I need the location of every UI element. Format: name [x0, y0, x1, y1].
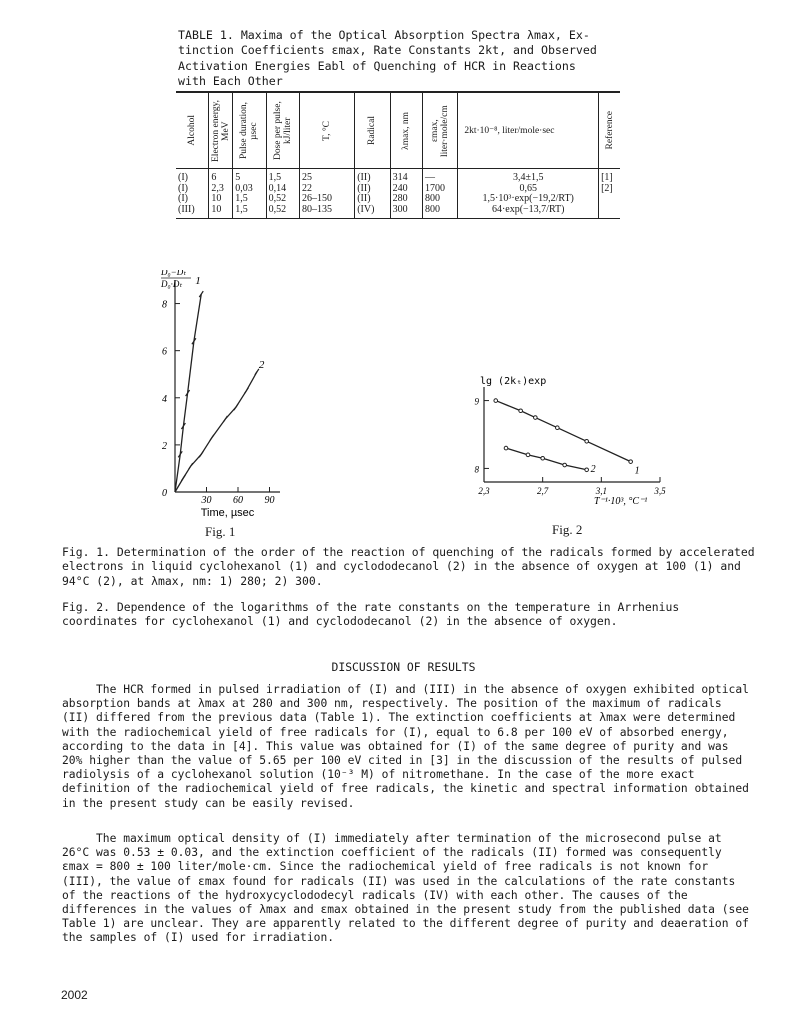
col-header	[422, 92, 457, 169]
table-header-row	[176, 92, 620, 169]
col-header	[599, 92, 620, 169]
col-header-text: 2kt·10⁻⁸, liter/mole·sec	[464, 125, 555, 136]
table-cell: 800	[422, 194, 457, 205]
data-point	[189, 463, 193, 469]
y-axis-label: lg (2kₜ)exp	[480, 376, 547, 387]
table-cell: (I)	[178, 193, 188, 204]
table-cell: 0,65	[458, 184, 599, 195]
col-header-text: Alcohol	[187, 115, 198, 146]
y-tick-label: 4	[162, 393, 167, 405]
table-caption	[178, 28, 628, 90]
data-point	[556, 426, 560, 430]
table-cell: 25	[299, 169, 354, 184]
x-tick-label: 3,1	[595, 486, 607, 496]
col-header-text: T, °C	[322, 120, 333, 141]
table-cell: 800	[422, 205, 457, 219]
y-tick-label: 2	[162, 440, 167, 452]
table-cell	[599, 205, 620, 219]
table-cell: 0,03	[233, 184, 266, 195]
table-cell: 26–150	[299, 194, 354, 205]
table-cell: 240	[390, 184, 422, 195]
x-tick-label: 2,7	[537, 486, 549, 496]
table-caption-line: with Each Other	[178, 74, 283, 89]
data-point	[494, 399, 498, 403]
data-point	[199, 451, 203, 457]
col-header	[233, 92, 266, 169]
table-cell: [1]	[599, 169, 620, 184]
series-line-2	[175, 372, 257, 492]
y-axis-label-num: D₀−Dₜ	[161, 270, 186, 277]
table-cell: 314	[390, 169, 422, 184]
section-heading: DISCUSSION OF RESULTS	[331, 660, 476, 674]
origin-label: 0	[162, 488, 167, 499]
col-header	[209, 92, 233, 169]
table-cell: 1,5·10³·exp(−19,2/RT)	[458, 194, 599, 205]
y-tick-label: 8	[162, 299, 167, 311]
table-cell: 10	[209, 194, 233, 205]
table-cell: 5	[233, 169, 266, 184]
table-cell: 280	[390, 194, 422, 205]
table-cell: 0,14	[266, 184, 299, 195]
curve-label: 1	[195, 275, 201, 288]
col-header-text: λmax, nm	[401, 111, 412, 150]
x-axis-label: T⁻¹·10³, °C⁻¹	[594, 496, 648, 507]
table-cell: —	[422, 169, 457, 184]
data-point	[629, 460, 633, 464]
figure-1-chart	[150, 270, 300, 545]
curve-label: 2	[590, 463, 596, 475]
data-point	[585, 439, 589, 443]
col-header	[176, 92, 209, 169]
data-point	[234, 404, 238, 410]
curve-label: 1	[634, 465, 640, 477]
col-header	[299, 92, 354, 169]
data-point	[519, 409, 523, 413]
table-cell: [2]	[599, 184, 620, 195]
data-point	[541, 456, 545, 460]
col-header-text: Electron energy, MeV	[210, 99, 231, 162]
data-point	[504, 446, 508, 450]
table-cell: (III)	[176, 205, 209, 219]
table-cell: 0,52	[266, 205, 299, 219]
figure-2-caption: Fig. 2. Dependence of the logarithms of the rate constants on the temperature in Arrhenius coordinates for cyclohexanol (1) and cyclododecanol (2) in the absence of oxygen.	[62, 600, 680, 629]
table-row	[176, 169, 620, 184]
table-cell: (II)	[355, 169, 390, 184]
data-point	[210, 435, 214, 441]
y-tick-label: 6	[162, 346, 167, 358]
table-cell: (IV)	[355, 205, 390, 219]
figure-1-caption: Fig. 1. Determination of the order of the reaction of quenching of the radicals formed by accelerated electrons in liquid cyclohexanol (1) and cyclododecanol (2) in the absence of oxygen at 100 (1) and 94°C (2), at λmax, nm: 1) 280; 2) 300.	[62, 545, 755, 588]
data-point	[563, 463, 567, 467]
page-number: 2002	[61, 988, 88, 1002]
table-cell: 2,3	[209, 184, 233, 195]
table-cell: 80–135	[299, 205, 354, 219]
data-point	[244, 388, 248, 394]
table-cell: 300	[390, 205, 422, 219]
figure-2-chart	[470, 372, 670, 532]
data-table	[176, 91, 620, 219]
col-header	[355, 92, 390, 169]
data-point	[181, 475, 185, 481]
col-header	[266, 92, 299, 169]
col-header	[458, 92, 599, 169]
col-header-text: Reference	[604, 111, 615, 150]
col-header-text: Pulse duration, µsec	[239, 102, 260, 159]
x-axis-label: Time, µsec	[200, 507, 255, 519]
table-cell: 3,4±1,5	[458, 169, 599, 184]
series-line-1	[496, 401, 631, 462]
table-cell: 1,5	[233, 205, 266, 219]
table-row	[176, 205, 620, 219]
table-cell: 1700	[422, 184, 457, 195]
table-cell: (I)	[178, 172, 188, 183]
y-axis-label-den: D₀·Dₜ	[161, 279, 183, 289]
table-cell: 6	[209, 169, 233, 184]
table-caption-line: tinction Coefficients εmax, Rate Constants 2kt, and Observed	[178, 43, 597, 58]
curve-label: 2	[258, 358, 265, 371]
col-header-text: Radical	[367, 115, 378, 145]
series-line-2	[506, 448, 587, 470]
body-paragraph: The HCR formed in pulsed irradiation of (I) and (III) in the absence of oxygen exhibited optical absorption bands at λmax at 280 and 300 nm, respectively. The position of the maximum of radicals (II) differed from the previous data (Table 1). The extinction coefficients at λmax were determined with the radiochemical yield of free radicals for (I), equal to 6.8 per 100 eV of absorbed energy, according to the data in [4]. This value was obtained for (I) of the same degree of purity and was 20% higher than the value of 5.65 per 100 eV cited in [3] in the discussion of the results of pulsed radiolysis of a cyclohexanol solution (10⁻³ M) of nitromethane. In the case of the more exact definition of the radiochemical yield of free radicals, the kinetic and spectral information obtained in the present study can be easily revised.	[62, 683, 749, 810]
table-cell: 1,5	[233, 194, 266, 205]
data-point	[223, 416, 227, 422]
table-caption-line: Activation Energies Eabl of Quenching of HCR in Reactions	[178, 58, 576, 73]
table-cell	[599, 194, 620, 205]
table-cell: 0,52	[266, 194, 299, 205]
table-row	[176, 194, 620, 205]
y-tick-label: 9	[474, 396, 479, 407]
table-cell: 1,5	[266, 169, 299, 184]
x-tick-label: 2,3	[478, 486, 490, 496]
table-cell: (II)	[355, 194, 390, 205]
x-tick-label: 60	[233, 495, 243, 506]
y-tick-label: 8	[474, 464, 479, 475]
table-cell: 64·exp(−13,7/RT)	[458, 205, 599, 219]
col-header	[390, 92, 422, 169]
data-point	[534, 416, 538, 420]
col-header-text: εmax, liter·mole/cm	[430, 104, 451, 157]
x-tick-label: 3,5	[654, 486, 666, 496]
data-point	[526, 453, 530, 457]
table-cell: 10	[209, 205, 233, 219]
data-point	[585, 468, 589, 472]
figure-2-label: Fig. 2	[552, 522, 583, 537]
col-header-text: Dose per pulse, kJ/liter	[272, 101, 293, 160]
table-cell: (I)	[178, 182, 188, 194]
table-cell: 22	[299, 184, 354, 195]
figure-1-label: Fig. 1	[205, 524, 236, 539]
x-tick-label: 30	[201, 495, 212, 506]
x-tick-label: 90	[264, 495, 275, 506]
table-cell: (II)	[355, 184, 390, 195]
table-caption-line: TABLE 1. Maxima of the Optical Absorption Spectra λmax, Ex-	[178, 28, 590, 42]
body-paragraph: The maximum optical density of (I) immediately after termination of the microsecond pulse at 26°C was 0.53 ± 0.03, and the extinction coefficient of the radicals (II) formed was consequently εmax = 800 ± 100 liter/mole·cm. Since the radiochemical yield of free radicals is not known for (III), the value of εmax found for radicals (II) was used in the calculations of the rate constants of the reactions of the hydroxycyclododecyl radicals (IV) with each other. The causes of the differences in the values of λmax and εmax obtained in the present study from the published data (see Table 1) are unclear. They are apparently related to the different degree of purity and deaeration of the samples of (I) used for irradiation.	[62, 832, 749, 945]
